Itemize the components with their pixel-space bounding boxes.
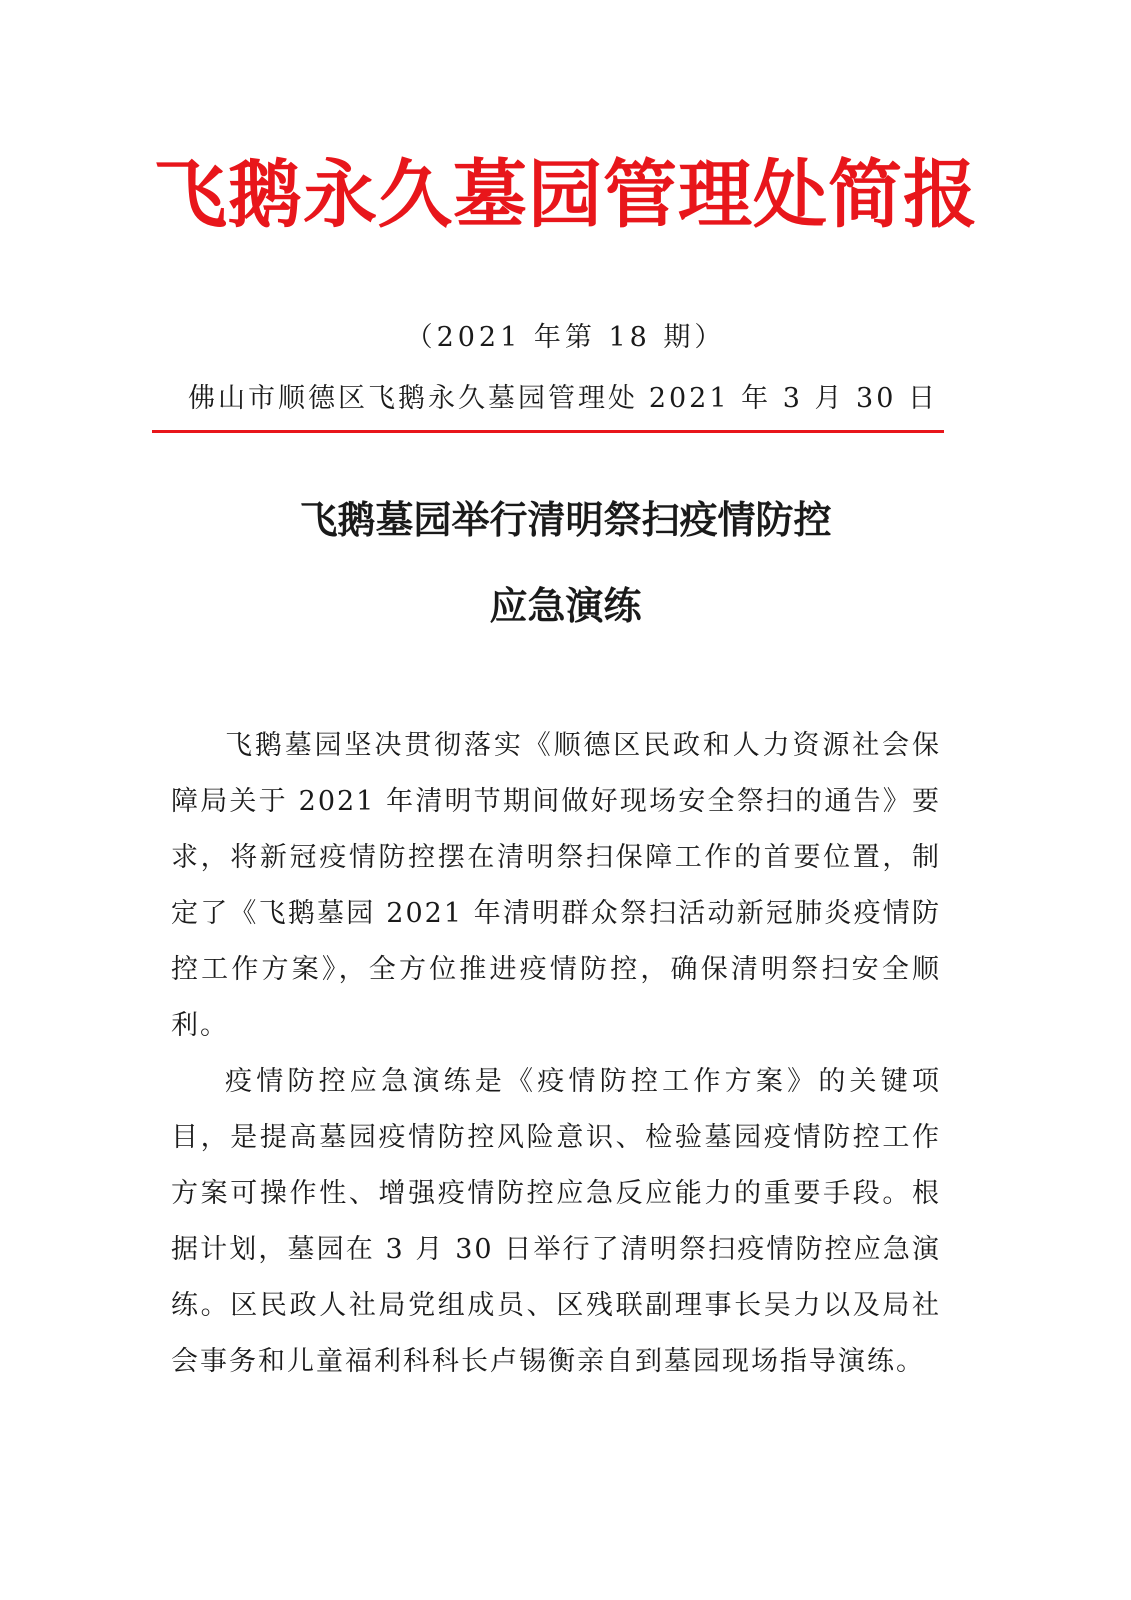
article-body: [171, 718, 941, 1390]
article-title-line-1: 飞鹅墓园举行清明祭扫疫情防控: [299, 497, 832, 542]
paragraph-2: 疫情防控应急演练是《疫情防控工作方案》的关键项目，是提高墓园疫情防控风险意识、检验墓园疫情防控工作方案可操作性、增强疫情防控应急反应能力的重要手段。根据计划，墓园在 3 月 30 日举行了清明祭扫疫情防控应急演练。区民政人社局党组成员、区残联副理事长吴力以及局社会事务和儿童福利科科长卢锡衡亲自到墓园现场指导演练。: [171, 1066, 941, 1377]
issue-number: （2021 年第 18 期）: [405, 322, 726, 353]
masthead-title: 飞鹅永久墓园管理处简报: [153, 152, 978, 238]
article-title-line-2: 应急演练: [489, 583, 642, 628]
paragraph-1: 飞鹅墓园坚决贯彻落实《顺德区民政和人力资源社会保障局关于 2021 年清明节期间做好现场安全祭扫的通告》要求，将新冠疫情防控摆在清明祭扫保障工作的首要位置，制定了《飞鹅墓园 2021 年清明群众祭扫活动新冠肺炎疫情防控工作方案》，全方位推进疫情防控，确保清明祭扫安全顺利。: [171, 730, 941, 1041]
issuer-org: 佛山市顺德区飞鹅永久墓园管理处: [188, 383, 638, 414]
issuer-line: [188, 378, 938, 420]
red-divider: [152, 430, 944, 433]
issue-date: 2021 年 3 月 30 日: [648, 383, 938, 414]
